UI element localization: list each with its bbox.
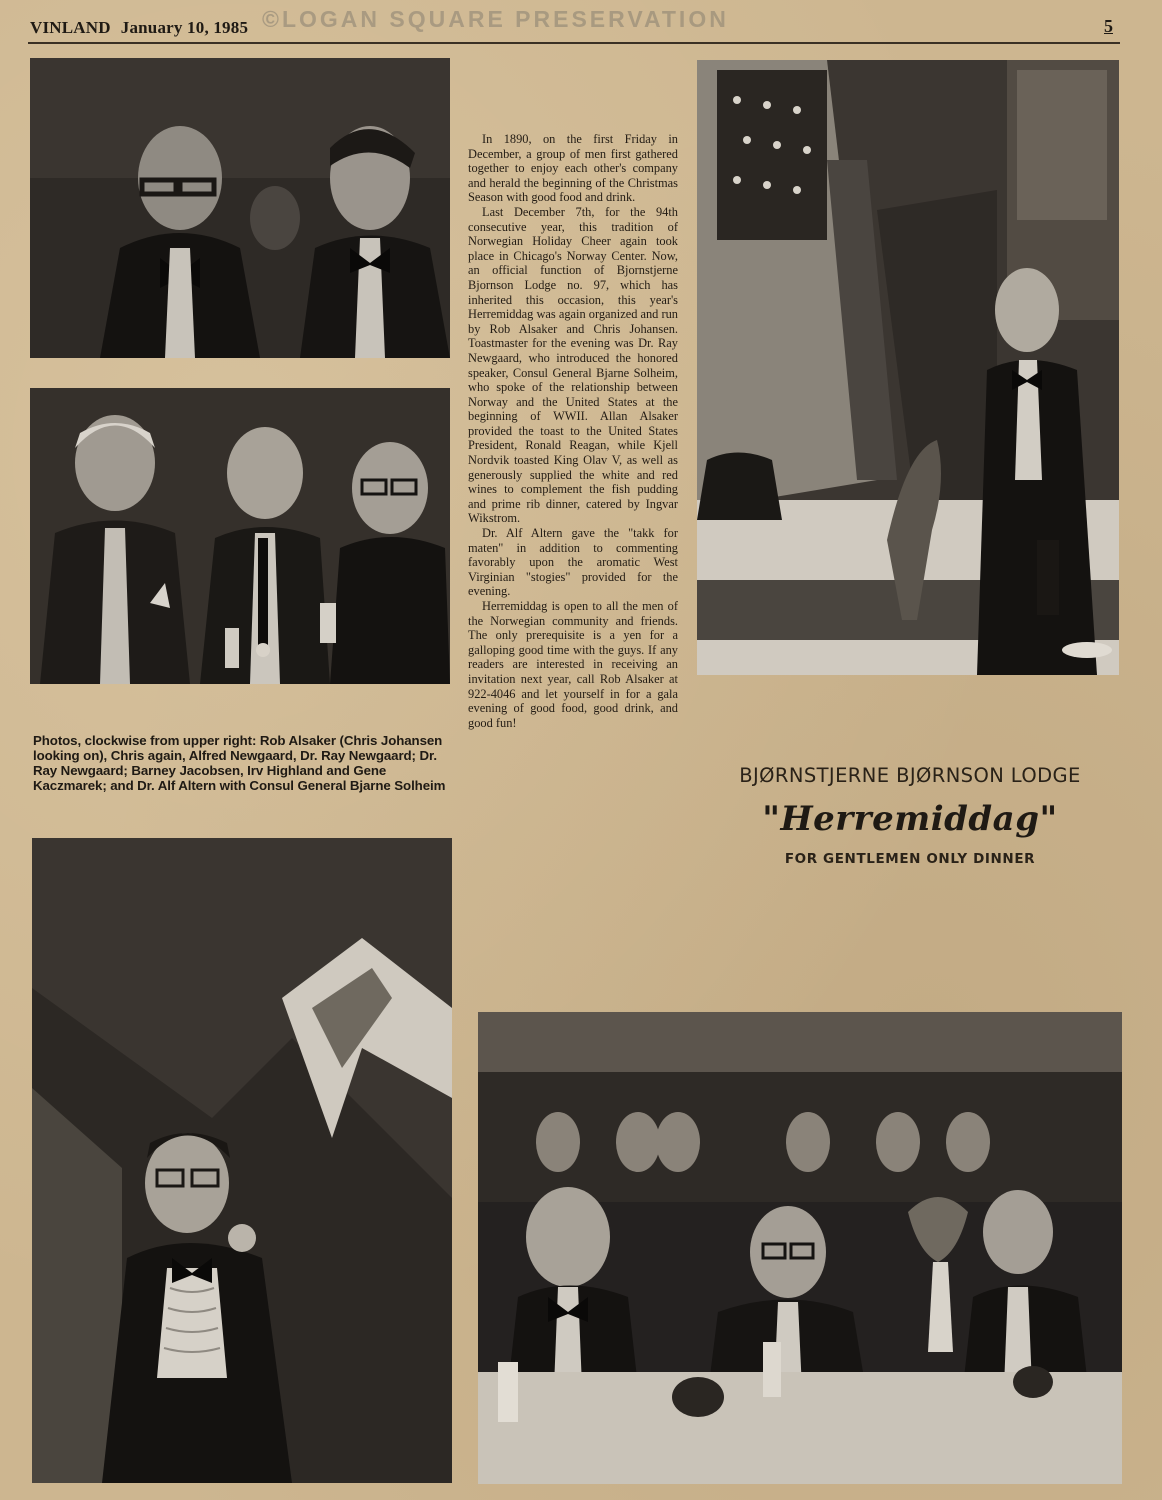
- ad-title: BJØRNSTJERNE BJØRNSON LODGE: [739, 764, 1081, 787]
- photo-dinner-table-image: [478, 1012, 1122, 1484]
- issue-date: January 10, 1985: [120, 18, 249, 37]
- header-rule: [28, 42, 1120, 44]
- publication-name: VINLAND: [30, 18, 111, 37]
- photo-dinner-table: [478, 1012, 1122, 1484]
- photo-ruffled-shirt-image: [32, 838, 452, 1483]
- masthead: [0, 0, 1162, 50]
- article-paragraph: In 1890, on the first Friday in December, a group of men first gathered together to enjoy each other's company and herald the beginning of the Christmas Season with good food and drink.: [468, 132, 678, 205]
- ad-subtitle: FOR GENTLEMEN ONLY DINNER: [784, 851, 1036, 867]
- article-body: [468, 132, 678, 730]
- photo-three-men-image: [30, 388, 450, 684]
- photo-speaker-image: [697, 60, 1119, 675]
- photo-ruffled-shirt: [32, 838, 452, 1483]
- article-paragraph: Herremiddag is open to all the men of the Norwegian community and friends. The only prerequisite is a yen for a galloping good time with the guys. If any readers are interested in receiving an invitation next year, call Rob Alsaker at 922-4046 and let yourself in for a gala evening of good food, good drink, and good fun!: [468, 599, 678, 730]
- masthead-left: [30, 18, 248, 38]
- lodge-ad: [700, 764, 1120, 867]
- article-paragraph: Last December 7th, for the 94th consecutive year, this tradition of Norwegian Holiday Cheer again took place in Chicago's Norway Center. Now, an official function of Bjornstjerne Bjornson Lodge no. 97, which has inherited this occasion, this year's Herremiddag was again organized and run by Rob Alsaker and Chris Johansen. Toastmaster for the evening was Dr. Ray Newgaard, who introduced the honored speaker, Consul General Bjarne Solheim, who spoke of the relationship between Norway and the United States at the beginning of WWII. Allan Alsaker provided the toast to the United States President, Ronald Reagan, while Kjell Nordvik toasted King Olav V, as well as generously supplied the white and red wines to complement the fish pudding and prime rib dinner, catered by Ingvar Wikstrom.: [468, 204, 678, 526]
- photo-two-men-image: [30, 58, 450, 358]
- page-number: 5: [1104, 16, 1113, 36]
- photo-speaker: [697, 60, 1119, 675]
- article-paragraph: Dr. Alf Altern gave the "takk for maten" in addition to commenting favorably upon the aromatic West Virginian "stogies" provided for the evening.: [468, 526, 678, 599]
- ad-script-title: "Herremiddag": [762, 799, 1058, 839]
- watermark: ©LOGAN SQUARE PRESERVATION: [262, 6, 729, 32]
- photo-caption: Photos, clockwise from upper right: Rob Alsaker (Chris Johansen looking on), Chris again, Alfred Newgaard, Dr. Ray Newgaard; Dr. Ray Newgaard; Barney Jacobsen, Irv Highland and Gene Kaczmarek; and Dr. Alf Altern with Consul General Bjarne Solheim: [33, 733, 446, 793]
- photo-three-men: [30, 388, 450, 684]
- photo-two-men: [30, 58, 450, 358]
